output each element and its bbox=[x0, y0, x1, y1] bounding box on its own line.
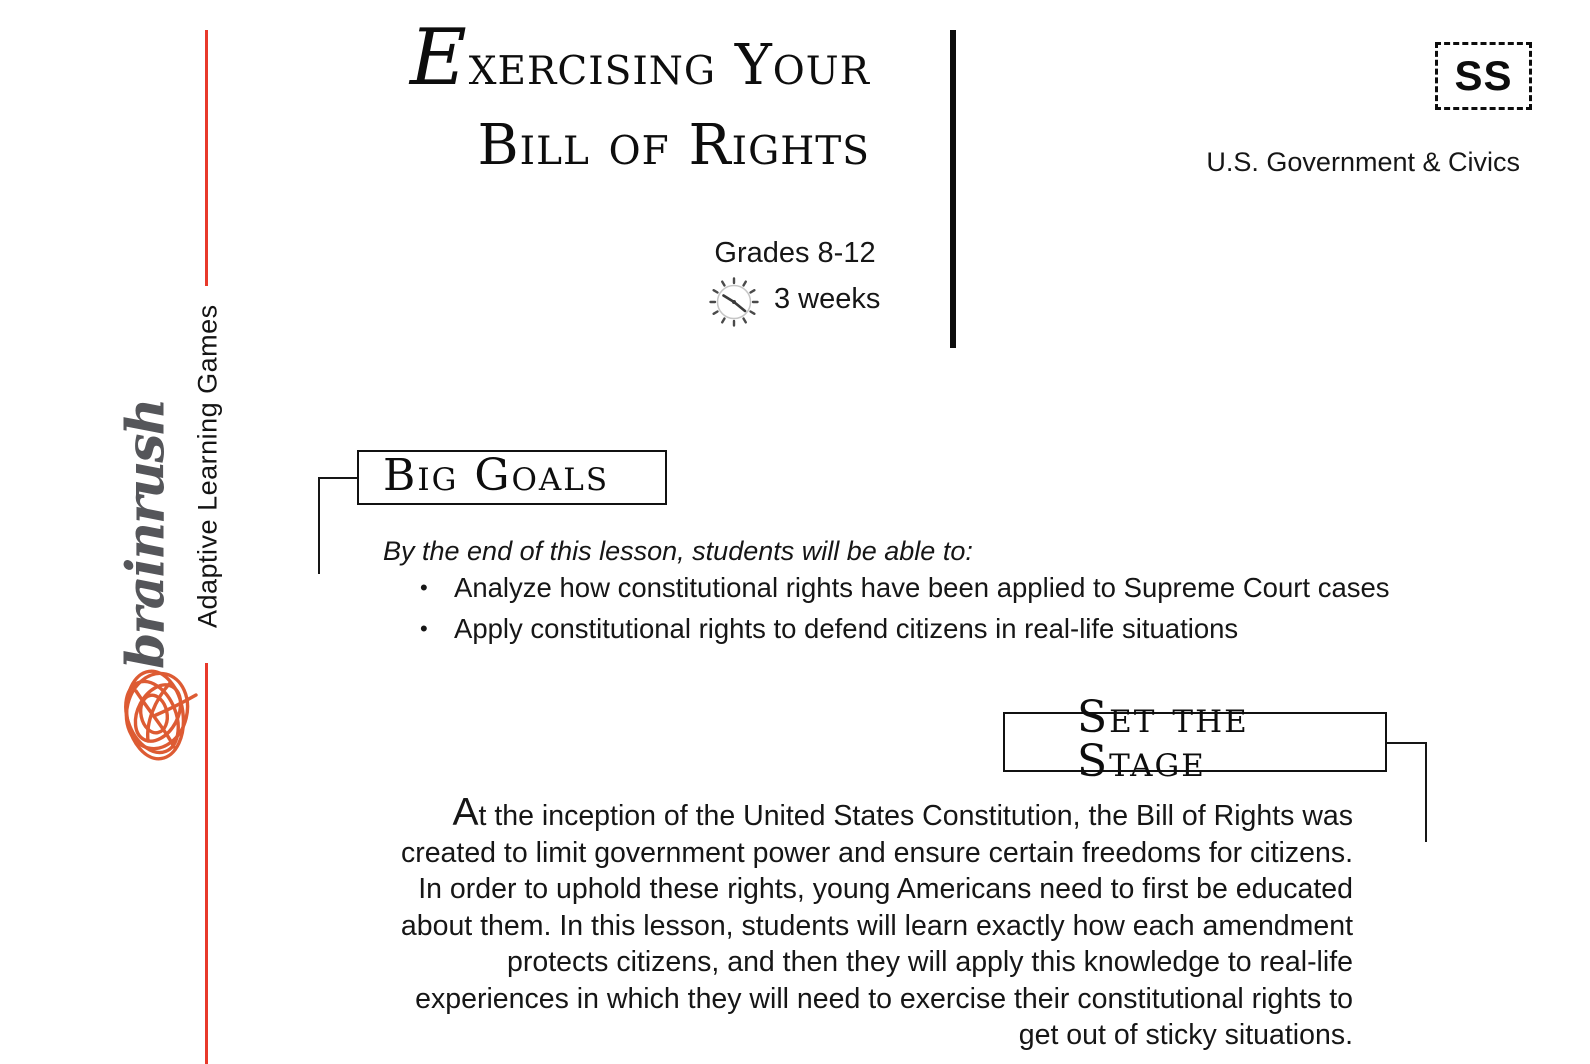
subject-area-badge bbox=[1435, 42, 1532, 110]
big-goals-heading-box bbox=[357, 450, 667, 505]
clock-icon bbox=[707, 274, 761, 335]
title-dropcap: E bbox=[409, 13, 469, 103]
subject-badge-label: SS bbox=[1454, 52, 1513, 99]
big-goals-heading: Big Goals bbox=[383, 449, 610, 501]
left-accent-line-bottom bbox=[205, 663, 208, 1064]
list-item: • Apply constitutional rights to defend citizens in real-life situations bbox=[420, 613, 1239, 644]
left-accent-line-top bbox=[205, 30, 208, 286]
duration-label: 3 weeks bbox=[774, 283, 881, 315]
set-the-stage-heading-box bbox=[1003, 692, 1387, 787]
brand-tagline: Adaptive Learning Games bbox=[192, 304, 223, 628]
page-title bbox=[260, 13, 870, 188]
set-the-stage-paragraph: At the inception of the United States Constitution, the Bill of Rights was created to limit government power and ensure certain freedoms for citizens. In order to uphold these rights, young Americans need to first be educated about them. In this lesson, students will learn exactly how each amendment protects citizens, and then they will apply this knowledge to real-life experiences in which they will need to exercise their constitutional rights to get out of sticky situations. bbox=[400, 791, 1353, 1051]
subject-label: U.S. Government & Civics bbox=[1206, 147, 1520, 177]
page-title-line2: Bill of Rights bbox=[477, 113, 870, 178]
big-goals-bracket bbox=[318, 477, 358, 574]
set-the-stage-bracket bbox=[1387, 742, 1427, 842]
title-divider-bar bbox=[950, 30, 956, 348]
big-goals-intro: By the end of this lesson, students will be able to: bbox=[383, 536, 973, 566]
bullet-icon: • bbox=[420, 616, 428, 641]
brainrush-logo-text: brainrush bbox=[115, 399, 177, 669]
grade-range: Grades 8-12 bbox=[714, 237, 876, 269]
brainrush-scribble-icon bbox=[118, 653, 200, 776]
paragraph-dropcap: A bbox=[452, 791, 479, 834]
list-item: • Analyze how constitutional rights have been applied to Supreme Court cases bbox=[420, 572, 1390, 603]
bullet-icon: • bbox=[420, 575, 428, 600]
big-goals-list bbox=[418, 571, 1390, 653]
page-title-line1: Exercising Your bbox=[409, 13, 870, 103]
set-the-stage-heading: Set the Stage bbox=[1077, 692, 1249, 787]
